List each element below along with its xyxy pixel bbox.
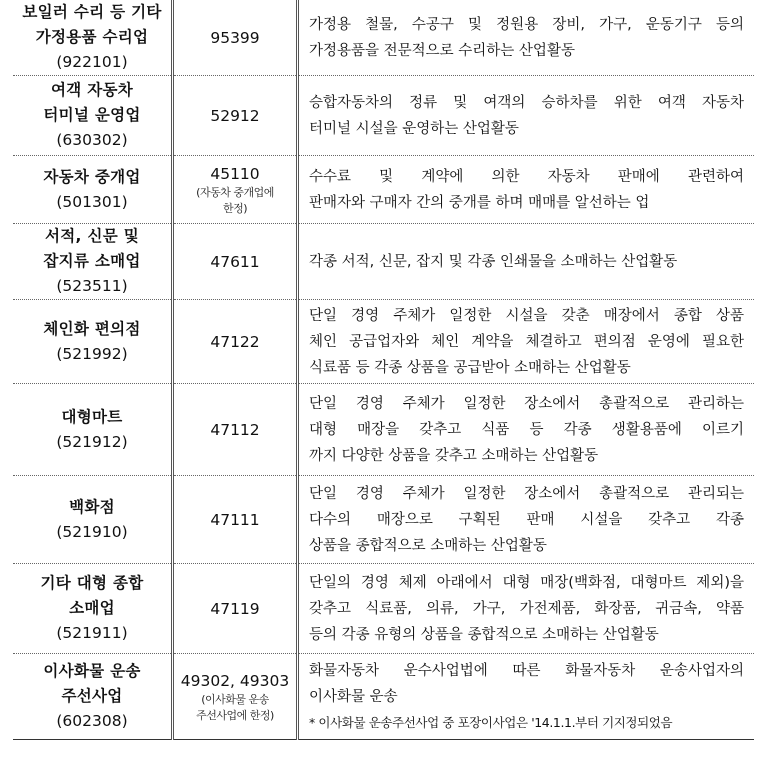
old-industry-code: (523511) — [56, 277, 128, 295]
industry-name-cell — [13, 654, 173, 740]
industry-code-cell — [173, 156, 298, 224]
industry-code: 47112 — [210, 420, 260, 439]
description-cell — [298, 156, 755, 224]
description-line: 갖추고 식료품, 의류, 가구, 가전제품, 화장품, 귀금속, 약품 — [309, 600, 744, 617]
industry-name-cell — [13, 76, 173, 156]
old-industry-code: (501301) — [56, 192, 128, 211]
industry-name-cell — [13, 476, 173, 564]
industry-code: 49302, 49303 — [180, 671, 290, 690]
industry-name-cell — [13, 224, 173, 300]
industry-name: 백화점 — [69, 497, 115, 516]
description-line: 승합자동차의 정류 및 여객의 승하차를 위한 여객 자동차 — [309, 94, 744, 111]
industry-name: 대형마트 — [61, 407, 123, 426]
table-row — [13, 300, 754, 384]
description-line: 화물자동차 운수사업법에 따른 화물자동차 운송사업자의 — [309, 662, 744, 679]
description-cell — [298, 224, 755, 300]
industry-code: 47111 — [210, 510, 260, 529]
description-line: 식료품 등 각종 상품을 공급받아 소매하는 산업활동 — [309, 359, 631, 376]
description-cell — [298, 300, 755, 384]
industry-name: 주선사업 — [61, 687, 123, 705]
description-line: 다수의 매장으로 구획된 판매 시설을 갖추고 각종 — [309, 511, 744, 528]
table-row — [13, 224, 754, 300]
old-industry-code: (521992) — [56, 344, 128, 363]
description-line: 대형 매장을 갖추고 식품 등 각종 생활용품에 이르기 — [309, 421, 744, 438]
description-line: 판매자와 구매자 간의 중개를 하며 매매를 알선하는 업 — [309, 194, 650, 211]
industry-table — [13, 0, 754, 740]
industry-code-cell — [173, 300, 298, 384]
description-cell — [298, 564, 755, 654]
old-industry-code: (602308) — [56, 712, 128, 730]
industry-name-cell — [13, 564, 173, 654]
industry-name-cell — [13, 156, 173, 224]
description-line: 체인 공급업자와 체인 계약을 체결하고 편의점 운영에 필요한 — [309, 333, 744, 350]
description-cell — [298, 384, 755, 476]
industry-name: 자동차 중개업 — [43, 167, 141, 186]
table-row — [13, 476, 754, 564]
old-industry-code: (630302) — [56, 131, 128, 149]
description-line: 터미널 시설을 운영하는 산업활동 — [309, 120, 519, 137]
old-industry-code: (521911) — [56, 624, 128, 642]
description-footnote: * 이사화물 운송주선사업 중 포장이사업은 '14.1.1.부터 기지정되었음 — [309, 714, 673, 730]
code-note: (자동차 중개업에 — [196, 185, 274, 199]
table-row — [13, 76, 754, 156]
industry-name-cell — [13, 300, 173, 384]
description-line: 등의 각종 유형의 상품을 종합적으로 소매하는 산업활동 — [309, 626, 659, 643]
industry-name: 보일러 수리 등 기타 — [22, 3, 162, 21]
old-industry-code: (922101) — [56, 53, 128, 71]
description-line: 이사화물 운송 — [309, 688, 398, 705]
description-line: 가정용품을 전문적으로 수리하는 산업활동 — [309, 42, 575, 59]
old-industry-code: (521910) — [56, 522, 128, 541]
description-cell — [298, 476, 755, 564]
industry-code: 47119 — [210, 599, 260, 618]
industry-name: 여객 자동차 — [50, 81, 134, 99]
table-row — [13, 654, 754, 740]
description-cell — [298, 76, 755, 156]
code-note: 주선사업에 한정) — [196, 708, 274, 722]
industry-name: 서적, 신문 및 — [45, 227, 139, 245]
industry-name: 터미널 운영업 — [43, 106, 141, 124]
old-industry-code: (521912) — [56, 432, 128, 451]
description-line: 단일 경영 주체가 일정한 시설을 갖춘 매장에서 종합 상품 — [309, 307, 744, 324]
description-line: 단일 경영 주체가 일정한 장소에서 총괄적으로 관리하는 — [309, 395, 744, 412]
description-cell — [298, 654, 755, 740]
description-line: 상품을 종합적으로 소매하는 산업활동 — [309, 537, 547, 554]
industry-code: 95399 — [210, 28, 260, 47]
industry-code-cell — [173, 76, 298, 156]
description-line: 단일의 경영 체제 아래에서 대형 매장(백화점, 대형마트 제외)을 — [309, 574, 744, 591]
industry-code-cell — [173, 654, 298, 740]
industry-code-cell — [173, 384, 298, 476]
industry-name: 체인화 편의점 — [43, 319, 141, 338]
industry-code: 47611 — [210, 252, 260, 271]
code-note: (이사화물 운송 — [201, 692, 269, 706]
industry-code-cell — [173, 564, 298, 654]
industry-code: 45110 — [210, 164, 260, 183]
industry-code-cell — [173, 476, 298, 564]
industry-name: 소매업 — [69, 599, 115, 617]
description-cell — [298, 0, 755, 76]
industry-name: 이사화물 운송 — [43, 662, 141, 680]
industry-name: 기타 대형 종합 — [40, 574, 144, 592]
description-line: 가정용 철물, 수공구 및 정원용 장비, 가구, 운동기구 등의 — [309, 16, 744, 33]
industry-name-cell — [13, 0, 173, 76]
table-row — [13, 384, 754, 476]
industry-code-cell — [173, 0, 298, 76]
code-note: 한정) — [222, 201, 248, 215]
industry-name-cell — [13, 384, 173, 476]
description-line: 까지 다양한 상품을 갖추고 소매하는 산업활동 — [309, 447, 599, 464]
industry-name: 잡지류 소매업 — [43, 252, 141, 270]
description-line: 단일 경영 주체가 일정한 장소에서 총괄적으로 관리되는 — [309, 485, 744, 502]
industry-code: 52912 — [210, 106, 260, 125]
table-row — [13, 156, 754, 224]
table-row — [13, 0, 754, 76]
industry-code: 47122 — [210, 332, 260, 351]
industry-name: 가정용품 수리업 — [35, 28, 149, 46]
table-row — [13, 564, 754, 654]
industry-code-cell — [173, 224, 298, 300]
description-line: 각종 서적, 신문, 잡지 및 각종 인쇄물을 소매하는 산업활동 — [309, 253, 678, 270]
description-line: 수수료 및 계약에 의한 자동차 판매에 관련하여 — [309, 168, 744, 185]
